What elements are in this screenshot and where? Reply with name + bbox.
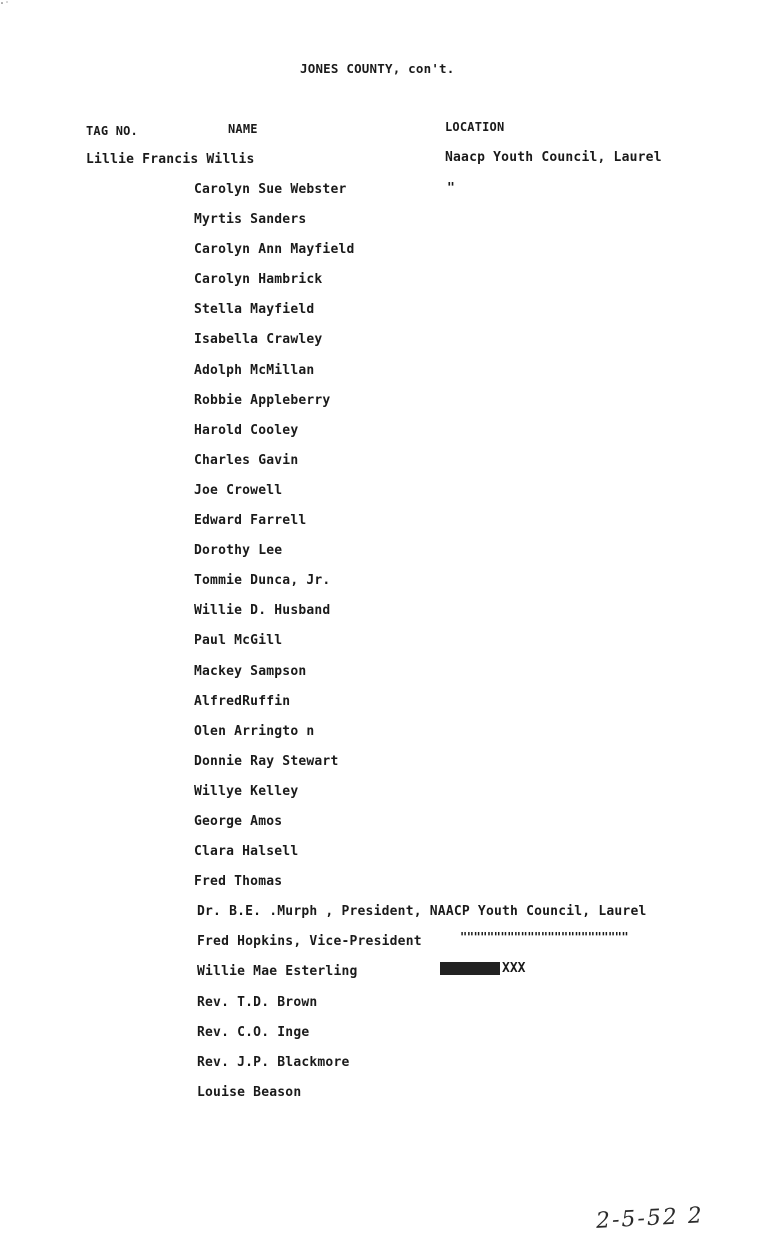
first-entry-name: Lillie Francis Willis bbox=[86, 152, 255, 167]
first-entry-location: Naacp Youth Council, Laurel bbox=[445, 150, 662, 165]
list-item: Louise Beason bbox=[197, 1084, 302, 1100]
list-item: George Amos bbox=[194, 813, 283, 829]
list-item: Willie D. Husband bbox=[194, 603, 331, 619]
list-item: Rev. C.O. Inge bbox=[197, 1024, 310, 1040]
list-item: Rev. J.P. Blackmore bbox=[197, 1054, 350, 1070]
handwritten-file-number: 2-5-52 2 bbox=[595, 1203, 705, 1234]
list-item: Paul McGill bbox=[194, 633, 283, 649]
list-item: Edward Farrell bbox=[194, 513, 307, 529]
list-item: Charles Gavin bbox=[194, 452, 299, 468]
list-item: Tommie Dunca, Jr. bbox=[194, 573, 331, 589]
struck-through-ditto-marks: """"""""""""""""""""""""" bbox=[460, 930, 629, 944]
list-item: Fred Thomas bbox=[194, 874, 283, 890]
page-heading: JONES COUNTY, con't. bbox=[300, 61, 455, 76]
list-item: Donnie Ray Stewart bbox=[194, 753, 339, 769]
list-item: Stella Mayfield bbox=[194, 302, 315, 318]
column-header-tag: TAG NO. bbox=[86, 124, 138, 138]
list-item: Fred Hopkins, Vice-President bbox=[197, 934, 422, 950]
list-item: Carolyn Ann Mayfield bbox=[194, 242, 355, 258]
column-header-location: LOCATION bbox=[445, 120, 505, 134]
crossed-out-location bbox=[440, 961, 525, 976]
crossed-out-text: XXX bbox=[502, 961, 526, 976]
list-item: Carolyn Sue Webster bbox=[194, 182, 347, 197]
ditto-mark: " bbox=[447, 181, 456, 196]
list-item: Dr. B.E. .Murph , President, NAACP Youth Council, Laurel bbox=[197, 904, 647, 920]
list-item: Isabella Crawley bbox=[194, 332, 323, 348]
list-item: Willye Kelley bbox=[194, 783, 299, 799]
scan-specks bbox=[0, 0, 12, 12]
list-item: Rev. T.D. Brown bbox=[197, 994, 318, 1010]
column-header-name: NAME bbox=[228, 122, 258, 136]
list-item: Willie Mae Esterling bbox=[197, 964, 358, 980]
list-item: Carolyn Hambrick bbox=[194, 272, 323, 288]
list-item: Mackey Sampson bbox=[194, 663, 307, 679]
list-item: Harold Cooley bbox=[194, 422, 299, 438]
list-item: AlfredRuffin bbox=[194, 693, 291, 709]
list-item: Olen Arringto n bbox=[194, 723, 315, 739]
list-item: Myrtis Sanders bbox=[194, 212, 307, 228]
list-item: Joe Crowell bbox=[194, 482, 283, 498]
ink-blot bbox=[440, 962, 500, 975]
list-item: Clara Halsell bbox=[194, 844, 299, 860]
list-item: Robbie Appleberry bbox=[194, 392, 331, 408]
list-item: Adolph McMillan bbox=[194, 362, 315, 378]
list-item: Dorothy Lee bbox=[194, 543, 283, 559]
name-list bbox=[194, 182, 647, 1115]
